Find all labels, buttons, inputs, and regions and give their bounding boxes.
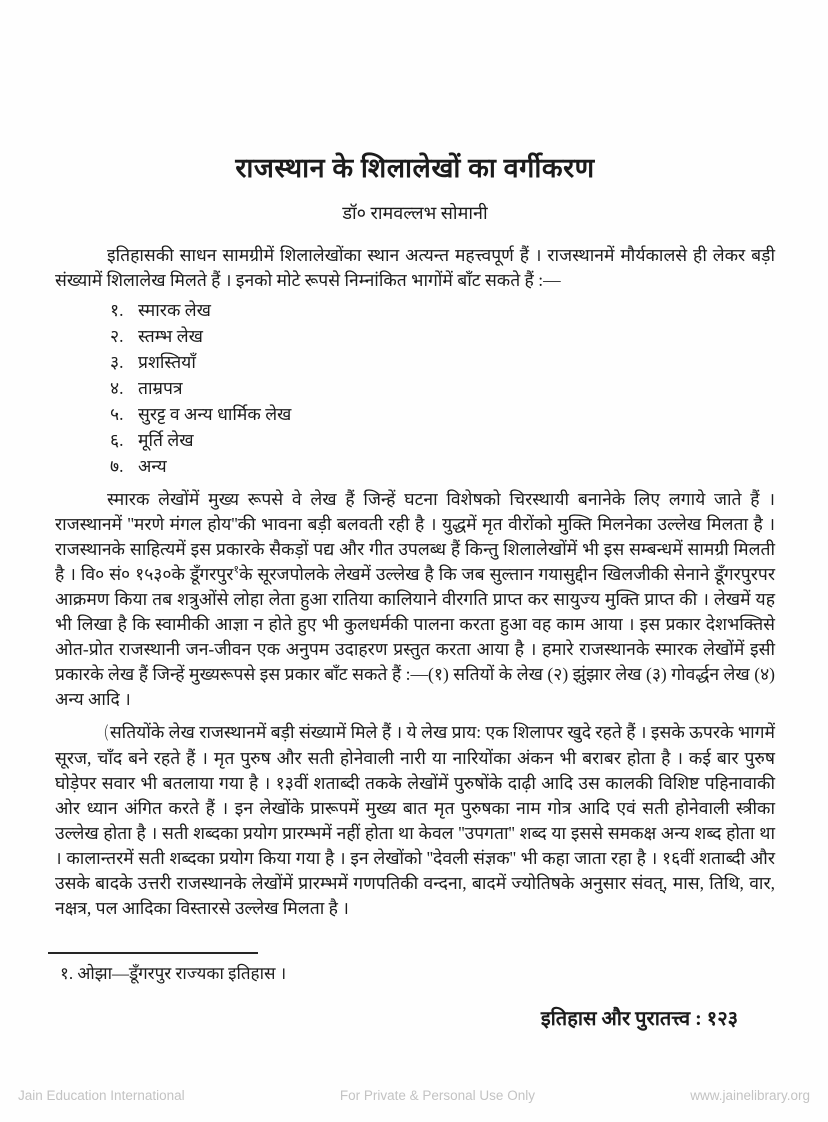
- footer-usage-notice: For Private & Personal Use Only: [339, 1088, 535, 1103]
- paragraph-text: स्मारक लेखोंमें मुख्य रूपसे वे लेख हैं जिन्हें घटना विशेषको चिरस्थायी बनानेके लिए लगाये जाते हैं । राजस्थानमें ''मरणे मंगल होय''की भावना बड़ी बलवती रही है । युद्धमें मृत वीरोंको मुक्ति मिलनेका उल्लेख मिलता है । राजस्थानके साहित्यमें इस प्रकारके सैकड़ों पद्य और गीत उपलब्ध हैं किन्तु शिलालेखोंमें भी इस सम्बन्धमें सामग्री मिलती है । वि० सं० १५३०के डूँगरपुर: [55, 489, 775, 584]
- list-item-label: स्तम्भ लेख: [138, 326, 203, 346]
- list-item-number: ३.: [110, 352, 124, 372]
- document-body: [55, 148, 775, 921]
- list-item-label: ताम्रपत्र: [138, 378, 183, 398]
- pencil-bracket-mark: (: [103, 723, 110, 743]
- paragraph-text: सतियोंके लेख राजस्थानमें बड़ी संख्यामें मिले हैं । ये लेख प्राय: एक शिलापर खुदे रहते हैं । इसके ऊपरके भागमें सूरज, चाँद बने रहते हैं । मृत पुरुष और सती होनेवाली नारी या नारियोंका अंकन भी बराबर होता है । कई बार पुरुष घोड़ेपर सवार भी बतलाया गया है । १३वीं शताब्दी तकके लेखोंमें पुरुषोंके दाढ़ी आदि उस कालकी विशिष्ट पहिनावाकी ओर ध्यान अंगित करते हैं । इन लेखोंके प्रारूपमें मुख्य बात मृत पुरुषका नाम गोत्र आदि एवं सती होनेवाली स्त्रीका उल्लेख होता है । सती शब्दका प्रयोग प्रारम्भमें नहीं होता था केवल ''उपगता'' शब्द या इससे समकक्ष अन्य शब्द होता था । कालान्तरमें सती शब्दका प्रयोग किया गया है । इन लेखोंको ''देवली संज्ञक'' भी कहा जाता रहा है । १६वीं शताब्दी और उसके बादके उत्तरी राजस्थानके लेखोंमें प्रारम्भमें गणपतिकी वन्दना, बादमें ज्योतिषके अनुसार संवत्, मास, तिथि, वार, नक्षत्र, पल आदिका विस्तारसे उल्लेख मिलता है ।: [55, 722, 775, 918]
- list-item-number: २.: [110, 326, 124, 346]
- list-item-number: ४.: [110, 378, 124, 398]
- footer-publisher: Jain Education International: [18, 1088, 185, 1103]
- sati-inscriptions-paragraph: [55, 720, 775, 921]
- list-item-number: ६.: [110, 430, 124, 450]
- list-item-number: ७.: [110, 456, 124, 476]
- inscription-types-list: [110, 297, 775, 479]
- intro-paragraph: इतिहासकी साधन सामग्रीमें शिलालेखोंका स्थान अत्यन्त महत्त्वपूर्ण हैं । राजस्थानमें मौर्यकालसे ही लेकर बड़ी संख्यामें शिलालेख मिलते हैं । इनको मोटे रूपसे निम्नांकित भागोंमें बाँट सकते हैं :—: [55, 245, 775, 290]
- list-item-label: मूर्ति लेख: [138, 430, 194, 450]
- footnote-number: १.: [60, 964, 74, 983]
- scan-footer: [0, 1088, 828, 1103]
- page-title: राजस्थान के शिलालेखों का वर्गीकरण: [235, 153, 595, 183]
- list-item-label: स्मारक लेख: [138, 300, 211, 320]
- list-item-label: अन्य: [138, 456, 167, 476]
- footnote-divider: [48, 952, 258, 954]
- list-item: [110, 323, 775, 349]
- list-item-number: १.: [110, 300, 124, 320]
- footnote-text: ओझा—डूँगरपुर राज्यका इतिहास ।: [77, 964, 287, 983]
- journal-page-caption: इतिहास और पुरातत्त्व : १२३: [540, 1008, 738, 1030]
- list-item-number: ५.: [110, 404, 124, 424]
- author-line: डॉ० रामवल्लभ सोमानी: [342, 203, 488, 223]
- list-item: [110, 297, 775, 323]
- memorial-inscriptions-paragraph: [55, 487, 775, 712]
- footer-website: www.jainelibrary.org: [690, 1088, 810, 1103]
- list-item: [110, 453, 775, 479]
- list-item: [110, 349, 775, 375]
- list-item: [110, 401, 775, 427]
- list-item: [110, 375, 775, 401]
- paragraph-text: के सूरजपोलके लेखमें उल्लेख है कि जब सुल्तान गयासुद्दीन खिलजीकी सेनाने डूँगरपुरपर आक्रमण किया तब शत्रुओंसे लोहा लेता हुआ रातिया कालियाने वीरगति प्राप्त कर सायुज्य मुक्ति प्राप्त की । लेखमें यह भी लिखा है कि स्वामीकी आज्ञा न होते हुए भी कुलधर्मकी पालना करता हुआ वह काम आया । इस प्रकार देशभक्तिसे ओत-प्रोत राजस्थानी जन-जीवन एक अनुपम उदाहरण प्रस्तुत करता आया है । हमारे राजस्थानके स्मारक लेखोंमें इसी प्रकारके लेख हैं जिन्हें मुख्यरूपसे इस प्रकार बाँट सकते हैं :—(१) सतियों के लेख (२) झुंझार लेख (३) गोवर्द्धन लेख (४) अन्य आदि ।: [55, 564, 775, 709]
- list-item-label: सुरट्ट व अन्य धार्मिक लेख: [138, 404, 292, 424]
- footnote: [60, 962, 286, 986]
- list-item-label: प्रशस्तियाँ: [138, 352, 196, 372]
- footnote-reference: १: [233, 564, 240, 577]
- list-item: [110, 427, 775, 453]
